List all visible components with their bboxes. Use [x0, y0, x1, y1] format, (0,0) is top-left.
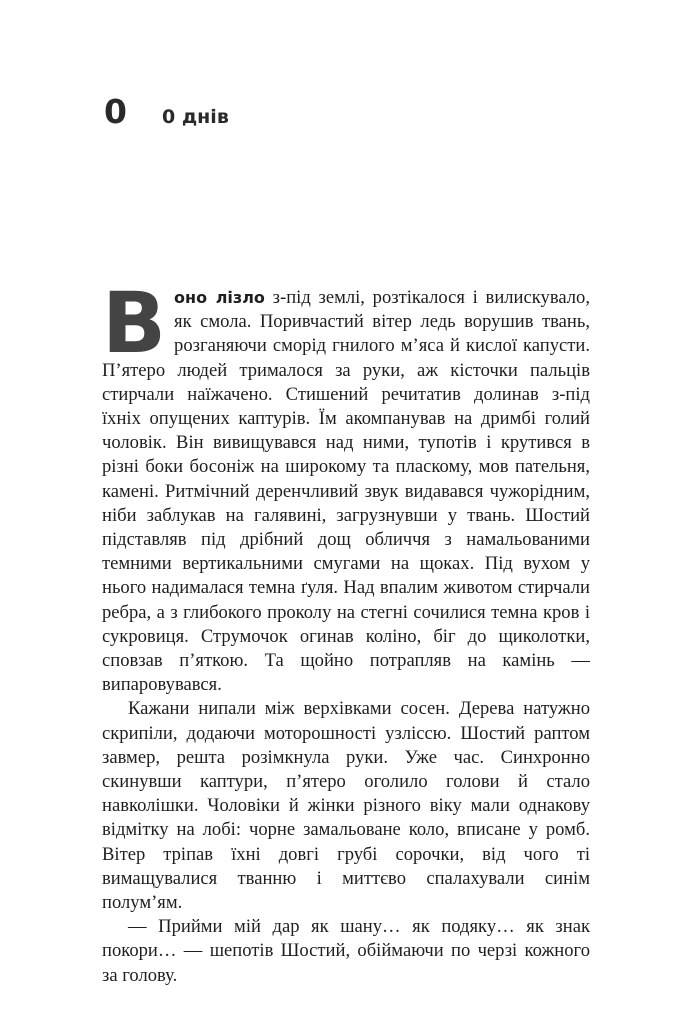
paragraph-2: Кажани нипали між верхівками сосен. Дерева натужно скрипіли, додаючи моторошності узліссю. Шостий раптом завмер, решта розімкнула руки. Уже час. Синхронно скинувши каптури, п’ятеро оголило голови й стало навколішки. Чоловіки й жінки різного віку мали однакову відмітку на лобі: чорне замальоване коло, вписане у ромб. Вітер тріпав їхні довгі грубі сорочки, від чого ті вимащувалися тванню і миттєво спалахували синім полум’ям.: [102, 698, 590, 914]
paragraph-1: [102, 274, 590, 697]
chapter-title: 0 днів: [162, 106, 229, 128]
paragraph-3: — Прийми мій дар як шану… як подяку… як знак покори… — шепотів Шостий, обіймаючи по черзі кожного за голову.: [102, 916, 590, 986]
chapter-number: 0: [104, 92, 127, 131]
drop-cap: В: [102, 274, 167, 372]
chapter-header: [104, 92, 229, 131]
paragraph-1-text: з-під землі, розтікалося і вилискувало, як смола. Поривчастий вітер ледь ворушив твань, розганяючи сморід гнилого м’яса й кислої капусти. П’ятеро людей трималося за руки, аж кісточки пальців стирчали наїжачено. Стишений речитатив долинав з-під їхніх опущених каптурів. Їм акомпанував на дримбі голий чоловік. Він вивищувався над ними, тупотів і крутився в різні боки босоніж на широкому та пласкому, мов пательня, камені. Ритмічний деренчливий звук видавався чужорідним, ніби заблукав на галявині, загрузнувши у твань. Шостий підставляв під дрібний дощ обличчя з намальованими темними вертикальними смугами на щоках. Під вухом у нього надималася темна ґуля. Над впалим животом стирчали ребра, а з глибокого проколу на стегні сочилися темна кров і сукровиця. Струмочок огинав коліно, біг до щиколотки, сповзав п’яткою. Та щойно потрапляв на камінь — випаровувався.: [102, 287, 590, 696]
body-text: [102, 274, 590, 988]
lead-words: оно лізло: [174, 288, 265, 307]
